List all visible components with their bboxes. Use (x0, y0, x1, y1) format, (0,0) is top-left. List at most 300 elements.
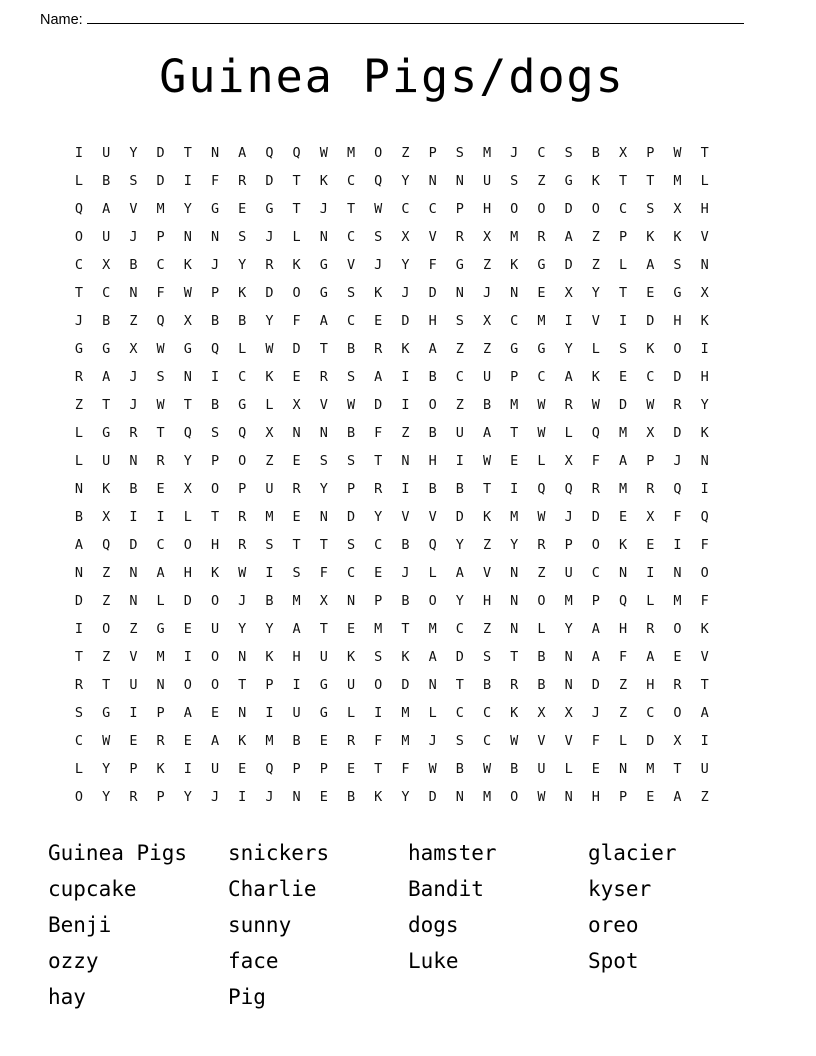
grid-cell[interactable]: D (618, 397, 628, 413)
grid-cell[interactable]: M (401, 733, 410, 749)
grid-cell[interactable]: N (292, 789, 301, 805)
grid-cell[interactable]: X (102, 509, 111, 525)
grid-cell[interactable]: V (591, 313, 600, 329)
grid-cell[interactable]: K (374, 789, 383, 805)
grid-cell[interactable]: R (646, 481, 655, 497)
grid-cell[interactable]: C (374, 537, 383, 553)
grid-cell[interactable]: A (102, 201, 111, 217)
grid-cell[interactable]: W (646, 397, 655, 413)
grid-cell[interactable]: J (238, 593, 247, 609)
grid-cell[interactable]: R (673, 677, 682, 693)
grid-cell[interactable]: U (537, 761, 546, 777)
grid-cell[interactable]: L (238, 341, 247, 357)
grid-cell[interactable]: K (292, 257, 301, 273)
word-list-item[interactable]: Pig (228, 985, 266, 1009)
grid-cell[interactable]: U (102, 229, 111, 245)
grid-cell[interactable]: T (700, 677, 709, 693)
grid-cell[interactable]: L (618, 257, 628, 273)
grid-cell[interactable]: W (537, 789, 546, 805)
grid-cell[interactable]: A (700, 705, 709, 721)
grid-cell[interactable]: G (319, 285, 328, 301)
grid-cell[interactable]: N (618, 565, 628, 581)
grid-cell[interactable]: O (673, 341, 682, 357)
grid-cell[interactable]: P (510, 369, 519, 385)
grid-cell[interactable]: I (74, 621, 84, 637)
grid-cell[interactable]: N (210, 229, 220, 245)
grid-cell[interactable]: J (74, 313, 84, 329)
grid-cell[interactable]: X (564, 285, 573, 301)
grid-cell[interactable]: T (292, 201, 301, 217)
grid-cell[interactable]: H (482, 201, 492, 217)
grid-cell[interactable]: R (74, 677, 84, 693)
grid-cell[interactable]: Q (74, 201, 84, 217)
grid-cell[interactable]: O (591, 537, 600, 553)
grid-cell[interactable]: G (238, 397, 247, 413)
grid-cell[interactable]: L (156, 593, 165, 609)
grid-cell[interactable]: I (156, 509, 165, 525)
grid-cell[interactable]: C (346, 313, 356, 329)
grid-cell[interactable]: R (673, 397, 682, 413)
grid-cell[interactable]: M (346, 145, 356, 161)
grid-cell[interactable]: A (428, 649, 437, 665)
grid-cell[interactable]: M (618, 481, 628, 497)
grid-cell[interactable]: J (428, 733, 437, 749)
grid-cell[interactable]: G (265, 201, 274, 217)
grid-cell[interactable]: Y (401, 789, 410, 805)
grid-cell[interactable]: K (156, 761, 165, 777)
grid-cell[interactable]: C (482, 733, 492, 749)
grid-cell[interactable]: K (265, 649, 274, 665)
grid-cell[interactable]: R (129, 425, 138, 441)
grid-cell[interactable]: K (700, 621, 709, 637)
grid-cell[interactable]: G (564, 173, 573, 189)
grid-cell[interactable]: Y (401, 173, 410, 189)
grid-cell[interactable]: Y (238, 257, 247, 273)
grid-cell[interactable]: W (591, 397, 600, 413)
grid-cell[interactable]: O (238, 453, 247, 469)
grid-cell[interactable]: S (646, 201, 655, 217)
grid-cell[interactable]: X (564, 453, 573, 469)
grid-cell[interactable]: L (292, 229, 301, 245)
grid-cell[interactable]: Z (537, 565, 546, 581)
word-list-item[interactable]: dogs (408, 913, 459, 937)
grid-cell[interactable]: Y (700, 397, 709, 413)
grid-cell[interactable]: I (374, 705, 383, 721)
grid-cell[interactable]: B (510, 761, 519, 777)
grid-cell[interactable]: S (319, 453, 328, 469)
grid-cell[interactable]: Y (238, 621, 247, 637)
grid-cell[interactable]: I (455, 453, 464, 469)
grid-cell[interactable]: D (646, 313, 655, 329)
grid-cell[interactable]: E (591, 761, 600, 777)
grid-cell[interactable]: C (156, 257, 165, 273)
grid-cell[interactable]: Q (265, 145, 274, 161)
grid-cell[interactable]: W (537, 425, 546, 441)
grid-cell[interactable]: N (564, 677, 573, 693)
grid-cell[interactable]: Z (455, 341, 464, 357)
grid-cell[interactable]: T (374, 761, 383, 777)
grid-cell[interactable]: Z (401, 145, 410, 161)
grid-cell[interactable]: N (700, 257, 709, 273)
grid-cell[interactable]: T (292, 173, 301, 189)
grid-cell[interactable]: B (455, 481, 464, 497)
grid-cell[interactable]: N (510, 565, 519, 581)
grid-cell[interactable]: D (428, 285, 437, 301)
grid-cell[interactable]: F (292, 313, 301, 329)
grid-cell[interactable]: T (319, 341, 328, 357)
grid-cell[interactable]: S (482, 649, 492, 665)
grid-cell[interactable]: O (210, 649, 220, 665)
grid-cell[interactable]: E (156, 481, 165, 497)
grid-cell[interactable]: O (591, 201, 600, 217)
grid-cell[interactable]: L (700, 173, 709, 189)
grid-cell[interactable]: U (482, 173, 492, 189)
grid-cell[interactable]: A (319, 313, 328, 329)
grid-cell[interactable]: N (129, 593, 138, 609)
grid-cell[interactable]: K (510, 705, 519, 721)
grid-cell[interactable]: S (346, 453, 356, 469)
grid-cell[interactable]: W (673, 145, 682, 161)
grid-cell[interactable]: F (618, 649, 628, 665)
grid-cell[interactable]: X (183, 481, 192, 497)
grid-cell[interactable]: K (265, 369, 274, 385)
grid-cell[interactable]: C (102, 285, 111, 301)
word-list-item[interactable] (588, 979, 768, 1015)
grid-cell[interactable]: W (156, 341, 165, 357)
grid-cell[interactable]: M (673, 593, 682, 609)
grid-cell[interactable]: Z (591, 257, 600, 273)
grid-cell[interactable]: B (102, 173, 111, 189)
grid-cell[interactable]: S (374, 229, 383, 245)
grid-cell[interactable]: Q (156, 313, 165, 329)
grid-cell[interactable]: C (591, 565, 600, 581)
grid-cell[interactable]: X (319, 593, 328, 609)
grid-cell[interactable]: B (428, 481, 437, 497)
grid-cell[interactable]: X (618, 145, 628, 161)
grid-cell[interactable]: O (510, 789, 519, 805)
grid-cell[interactable]: A (74, 537, 84, 553)
grid-cell[interactable]: S (129, 173, 138, 189)
grid-cell[interactable]: D (265, 173, 274, 189)
grid-cell[interactable]: P (210, 453, 220, 469)
grid-cell[interactable]: J (265, 229, 274, 245)
grid-cell[interactable]: H (183, 565, 192, 581)
grid-cell[interactable]: N (673, 565, 682, 581)
word-list-item[interactable]: ozzy (48, 949, 99, 973)
grid-cell[interactable]: S (292, 565, 301, 581)
grid-cell[interactable]: D (156, 173, 165, 189)
grid-cell[interactable]: K (591, 369, 600, 385)
grid-cell[interactable]: L (537, 621, 546, 637)
grid-cell[interactable]: T (238, 677, 247, 693)
grid-cell[interactable]: Q (210, 341, 220, 357)
grid-cell[interactable]: J (591, 705, 600, 721)
grid-cell[interactable]: O (673, 621, 682, 637)
grid-cell[interactable]: P (646, 145, 655, 161)
grid-cell[interactable]: Z (102, 593, 111, 609)
grid-cell[interactable]: T (156, 425, 165, 441)
grid-cell[interactable]: E (238, 201, 247, 217)
grid-cell[interactable]: Q (564, 481, 573, 497)
grid-cell[interactable]: J (129, 369, 138, 385)
grid-cell[interactable]: J (210, 789, 220, 805)
grid-cell[interactable]: W (156, 397, 165, 413)
grid-cell[interactable]: G (673, 285, 682, 301)
grid-cell[interactable]: R (129, 789, 138, 805)
grid-cell[interactable]: Q (183, 425, 192, 441)
grid-cell[interactable]: H (646, 677, 655, 693)
grid-cell[interactable]: O (374, 677, 383, 693)
grid-cell[interactable]: G (455, 257, 464, 273)
grid-cell[interactable]: Q (618, 593, 628, 609)
grid-cell[interactable]: B (346, 341, 356, 357)
grid-cell[interactable]: U (265, 481, 274, 497)
grid-cell[interactable]: E (210, 705, 220, 721)
grid-cell[interactable]: A (482, 425, 492, 441)
grid-cell[interactable]: O (74, 789, 84, 805)
grid-cell[interactable]: L (564, 761, 573, 777)
grid-cell[interactable]: G (537, 341, 546, 357)
grid-cell[interactable]: S (265, 537, 274, 553)
word-list-item[interactable]: Charlie (228, 877, 317, 901)
grid-cell[interactable]: O (428, 397, 437, 413)
grid-cell[interactable]: R (319, 369, 328, 385)
grid-cell[interactable]: C (537, 145, 546, 161)
grid-cell[interactable]: I (183, 173, 192, 189)
grid-cell[interactable]: N (428, 677, 437, 693)
grid-cell[interactable]: Z (482, 257, 492, 273)
grid-cell[interactable]: V (700, 649, 709, 665)
grid-cell[interactable]: H (700, 369, 709, 385)
grid-cell[interactable]: N (618, 761, 628, 777)
grid-cell[interactable]: V (319, 397, 328, 413)
grid-cell[interactable]: E (374, 313, 383, 329)
name-input-line[interactable] (87, 10, 744, 24)
grid-cell[interactable]: B (210, 397, 220, 413)
grid-cell[interactable]: H (292, 649, 301, 665)
grid-cell[interactable]: T (183, 397, 192, 413)
grid-cell[interactable]: I (129, 705, 138, 721)
grid-cell[interactable]: S (510, 173, 519, 189)
grid-cell[interactable]: U (319, 649, 328, 665)
grid-cell[interactable]: I (401, 481, 410, 497)
grid-cell[interactable]: N (564, 789, 573, 805)
grid-cell[interactable]: I (700, 481, 709, 497)
grid-cell[interactable]: X (265, 425, 274, 441)
grid-cell[interactable]: K (210, 565, 220, 581)
grid-cell[interactable]: W (374, 201, 383, 217)
grid-cell[interactable]: R (455, 229, 464, 245)
grid-cell[interactable]: K (183, 257, 192, 273)
grid-cell[interactable]: D (455, 649, 464, 665)
grid-cell[interactable]: A (183, 705, 192, 721)
grid-cell[interactable]: Z (129, 621, 138, 637)
grid-cell[interactable]: F (319, 565, 328, 581)
grid-cell[interactable]: Q (700, 509, 709, 525)
grid-cell[interactable]: B (482, 677, 492, 693)
grid-cell[interactable]: M (482, 789, 492, 805)
grid-cell[interactable]: M (265, 733, 274, 749)
grid-cell[interactable]: N (210, 145, 220, 161)
grid-cell[interactable]: J (673, 453, 682, 469)
grid-cell[interactable]: C (346, 173, 356, 189)
grid-cell[interactable]: W (537, 397, 546, 413)
grid-cell[interactable]: X (482, 313, 492, 329)
grid-cell[interactable]: Y (564, 341, 573, 357)
word-list-item[interactable]: Luke (408, 949, 459, 973)
grid-cell[interactable]: Q (537, 481, 546, 497)
grid-cell[interactable]: I (183, 761, 192, 777)
grid-cell[interactable]: G (319, 705, 328, 721)
grid-cell[interactable]: P (618, 789, 628, 805)
grid-cell[interactable]: I (564, 313, 573, 329)
grid-cell[interactable]: F (374, 733, 383, 749)
grid-cell[interactable]: C (74, 257, 84, 273)
grid-cell[interactable]: N (564, 649, 573, 665)
grid-cell[interactable]: S (346, 537, 356, 553)
grid-cell[interactable]: K (238, 285, 247, 301)
grid-cell[interactable]: J (210, 257, 220, 273)
grid-cell[interactable]: J (129, 397, 138, 413)
grid-cell[interactable]: F (700, 593, 709, 609)
grid-cell[interactable]: A (156, 565, 165, 581)
grid-cell[interactable]: A (618, 453, 628, 469)
grid-cell[interactable]: A (374, 369, 383, 385)
grid-cell[interactable]: P (455, 201, 464, 217)
grid-cell[interactable]: I (700, 733, 709, 749)
grid-cell[interactable]: I (238, 789, 247, 805)
grid-cell[interactable]: T (102, 397, 111, 413)
grid-cell[interactable]: M (510, 229, 519, 245)
grid-cell[interactable]: R (537, 537, 546, 553)
grid-cell[interactable]: X (673, 201, 682, 217)
grid-cell[interactable]: A (564, 229, 573, 245)
grid-cell[interactable]: T (618, 285, 628, 301)
grid-cell[interactable]: P (210, 285, 220, 301)
grid-cell[interactable]: T (482, 481, 492, 497)
grid-cell[interactable]: Z (618, 677, 628, 693)
grid-cell[interactable]: P (238, 481, 247, 497)
grid-cell[interactable]: B (265, 593, 274, 609)
grid-cell[interactable]: N (238, 705, 247, 721)
grid-cell[interactable]: R (510, 677, 519, 693)
grid-cell[interactable]: Q (238, 425, 247, 441)
grid-cell[interactable]: K (700, 425, 709, 441)
grid-cell[interactable]: M (156, 201, 165, 217)
grid-cell[interactable]: J (401, 285, 410, 301)
grid-cell[interactable]: L (428, 705, 437, 721)
word-list-item[interactable]: snickers (228, 841, 330, 865)
grid-cell[interactable]: U (210, 621, 220, 637)
grid-cell[interactable]: P (156, 229, 165, 245)
grid-cell[interactable]: X (700, 285, 709, 301)
grid-cell[interactable]: O (210, 677, 220, 693)
grid-cell[interactable]: E (346, 621, 356, 637)
grid-cell[interactable]: Y (183, 201, 192, 217)
grid-cell[interactable]: C (156, 537, 165, 553)
grid-cell[interactable]: C (455, 621, 464, 637)
grid-cell[interactable]: X (129, 341, 138, 357)
grid-cell[interactable]: D (673, 425, 682, 441)
grid-cell[interactable]: B (129, 481, 138, 497)
grid-cell[interactable]: E (618, 509, 628, 525)
grid-cell[interactable]: E (537, 285, 546, 301)
word-list-item[interactable]: Guinea Pigs (48, 841, 188, 865)
grid-cell[interactable]: B (346, 425, 356, 441)
grid-cell[interactable]: B (482, 397, 492, 413)
grid-cell[interactable]: N (292, 425, 301, 441)
grid-cell[interactable]: O (673, 705, 682, 721)
grid-cell[interactable]: F (700, 537, 709, 553)
grid-cell[interactable]: N (346, 593, 356, 609)
grid-cell[interactable]: R (537, 229, 546, 245)
grid-cell[interactable]: B (74, 509, 84, 525)
grid-cell[interactable]: X (482, 229, 492, 245)
grid-cell[interactable]: M (618, 425, 628, 441)
grid-cell[interactable]: O (102, 621, 111, 637)
grid-cell[interactable]: E (319, 733, 328, 749)
grid-cell[interactable]: D (673, 369, 682, 385)
grid-cell[interactable]: P (428, 145, 437, 161)
grid-cell[interactable]: N (455, 285, 464, 301)
grid-cell[interactable]: M (646, 761, 655, 777)
grid-cell[interactable]: T (183, 145, 192, 161)
grid-cell[interactable]: R (374, 341, 383, 357)
grid-cell[interactable]: T (74, 649, 84, 665)
grid-cell[interactable]: W (482, 453, 492, 469)
grid-cell[interactable]: N (129, 453, 138, 469)
grid-cell[interactable]: H (591, 789, 600, 805)
grid-cell[interactable]: D (646, 733, 655, 749)
grid-cell[interactable]: G (183, 341, 192, 357)
grid-cell[interactable]: M (510, 397, 519, 413)
grid-cell[interactable]: M (401, 705, 410, 721)
grid-cell[interactable]: B (129, 257, 138, 273)
grid-cell[interactable]: Y (591, 285, 600, 301)
grid-cell[interactable]: H (482, 593, 492, 609)
grid-cell[interactable]: W (482, 761, 492, 777)
grid-cell[interactable]: N (428, 173, 437, 189)
grid-cell[interactable]: P (319, 761, 328, 777)
grid-cell[interactable]: C (510, 313, 519, 329)
grid-cell[interactable]: Y (183, 789, 192, 805)
grid-cell[interactable]: K (319, 173, 328, 189)
grid-cell[interactable]: F (156, 285, 165, 301)
grid-cell[interactable]: K (591, 173, 600, 189)
grid-cell[interactable]: I (401, 369, 410, 385)
grid-cell[interactable]: Y (102, 789, 111, 805)
grid-cell[interactable]: O (700, 565, 709, 581)
grid-cell[interactable]: Z (591, 229, 600, 245)
grid-cell[interactable]: Y (455, 593, 464, 609)
grid-cell[interactable]: B (428, 425, 437, 441)
grid-cell[interactable]: K (618, 537, 628, 553)
grid-cell[interactable]: Z (537, 173, 546, 189)
grid-cell[interactable]: F (673, 509, 682, 525)
grid-cell[interactable]: O (183, 537, 192, 553)
grid-cell[interactable]: Y (401, 257, 410, 273)
grid-cell[interactable]: X (564, 705, 573, 721)
grid-cell[interactable]: W (183, 285, 192, 301)
grid-cell[interactable]: E (183, 733, 192, 749)
grid-cell[interactable]: N (510, 593, 519, 609)
grid-cell[interactable]: E (646, 789, 655, 805)
grid-cell[interactable]: H (210, 537, 220, 553)
grid-cell[interactable]: W (346, 397, 356, 413)
grid-cell[interactable]: J (401, 565, 410, 581)
grid-cell[interactable]: L (183, 509, 192, 525)
grid-cell[interactable]: E (673, 649, 682, 665)
